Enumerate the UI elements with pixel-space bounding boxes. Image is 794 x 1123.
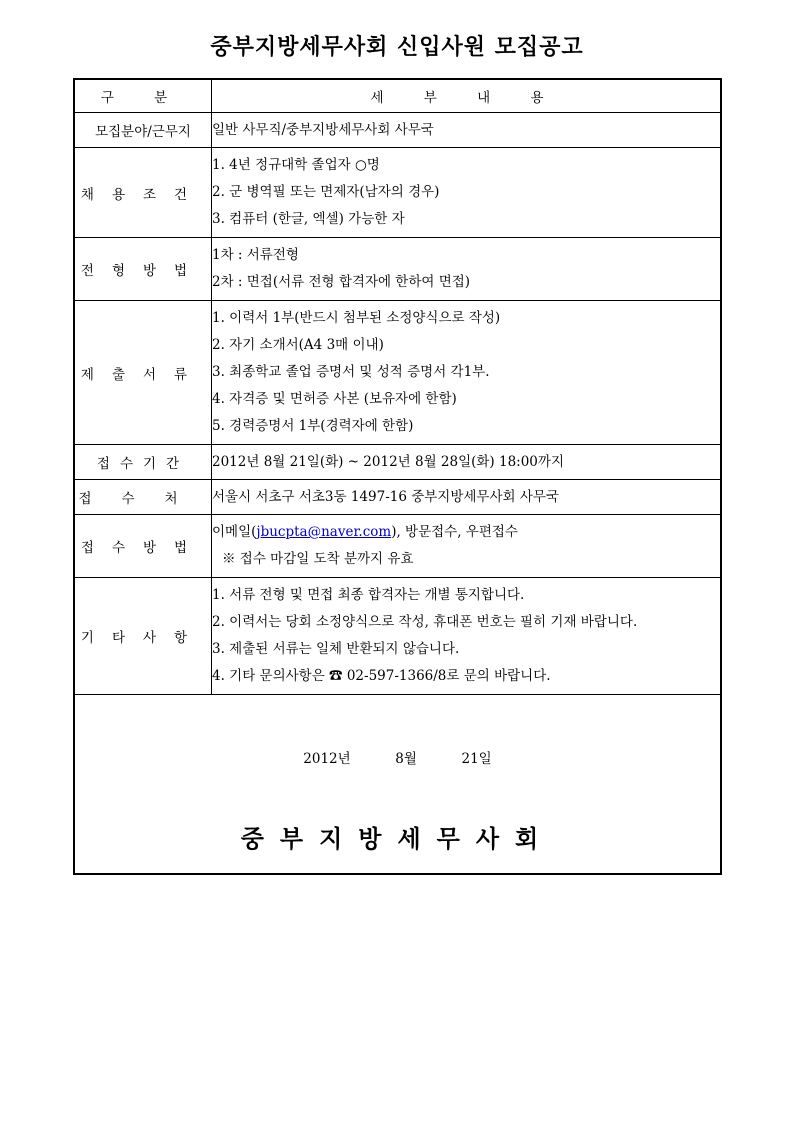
row-line: 3. 컴퓨터 (한글, 엑셀) 가능한 자 [212, 211, 405, 227]
row-label: 기타사항 [80, 630, 206, 646]
email-suffix: ), 방문접수, 우편접수 [391, 524, 518, 540]
row-value [212, 113, 722, 148]
footer-date [75, 747, 720, 767]
row-value [212, 238, 722, 301]
recruitment-table [73, 78, 722, 875]
date-day: 21일 [461, 751, 492, 767]
row-value [212, 480, 722, 515]
table-row [74, 148, 721, 238]
row-label: 전형방법 [80, 263, 206, 279]
row-line: 1. 4년 정규대학 졸업자 ○명 [212, 157, 380, 173]
table-row [74, 515, 721, 578]
row-line: 1. 서류 전형 및 면접 최종 합격자는 개별 통지합니다. [212, 587, 525, 603]
table-row [74, 238, 721, 301]
row-label: 접수처 [78, 491, 208, 507]
date-month: 8월 [395, 751, 417, 767]
email-link[interactable]: jbucpta@naver.com [256, 524, 392, 540]
row-line: 2차 : 면접(서류 전형 합격자에 한하여 면접) [212, 274, 471, 290]
row-value [212, 578, 722, 695]
row-line: 1차 : 서류전형 [212, 247, 299, 263]
organization-name: 중부지방세무사회 [240, 824, 555, 853]
row-line: 5. 경력증명서 1부(경력자에 한함) [212, 418, 414, 434]
page-title: 중부지방세무사회 신입사원 모집공고 [210, 35, 584, 60]
row-label: 접수기간 [96, 456, 190, 472]
row-line: 2. 이력서는 당회 소정양식으로 작성, 휴대폰 번호는 필히 기재 바랍니다. [212, 614, 638, 630]
row-value [212, 515, 722, 578]
email-line [212, 519, 720, 546]
table-row [74, 301, 721, 445]
row-line: 4. 기타 문의사항은 ☎ 02-597-1366/8로 문의 바랍니다. [212, 668, 551, 684]
header-content-cell [212, 79, 722, 113]
date-year: 2012년 [303, 751, 351, 767]
table-header-row [74, 79, 721, 113]
row-line: 2. 자기 소개서(A4 3매 이내) [212, 337, 384, 353]
header-label-cell [74, 79, 212, 113]
row-line: 4. 자격증 및 면허증 사본 (보유자에 한함) [212, 391, 457, 407]
table-row [74, 113, 721, 148]
table-row [74, 445, 721, 480]
header-label: 구 분 [100, 90, 186, 106]
row-value [212, 301, 722, 445]
row-value [212, 148, 722, 238]
footer-cell [74, 695, 721, 875]
table-row [74, 578, 721, 695]
row-label: 제출서류 [80, 366, 206, 383]
deadline-note: ※ 접수 마감일 도착 분까지 유효 [222, 551, 414, 567]
email-prefix: 이메일( [212, 524, 257, 540]
row-line: 서울시 서초구 서초3동 1497-16 중부지방세무사회 사무국 [212, 488, 559, 505]
row-line: 3. 최종학교 졸업 증명서 및 성적 증명서 각1부. [212, 364, 490, 380]
footer-row [74, 695, 721, 875]
row-line: 3. 제출된 서류는 일체 반환되지 않습니다. [212, 641, 460, 657]
row-line: 2. 군 병역필 또는 면제자(남자의 경우) [212, 184, 440, 200]
row-line: 1. 이력서 1부(반드시 첨부된 소정양식으로 작성) [212, 310, 501, 326]
row-label: 채용조건 [80, 186, 206, 203]
row-line: 일반 사무직/중부지방세무사회 사무국 [212, 121, 434, 138]
row-value [212, 445, 722, 480]
header-content: 세 부 내 용 [370, 90, 562, 106]
row-label: 모집분야/근무지 [74, 113, 212, 148]
row-line: 2012년 8월 21일(화) ~ 2012년 8월 28일(화) 18:00까지 [212, 453, 564, 470]
table-row [74, 480, 721, 515]
row-label: 접수방법 [80, 540, 206, 556]
